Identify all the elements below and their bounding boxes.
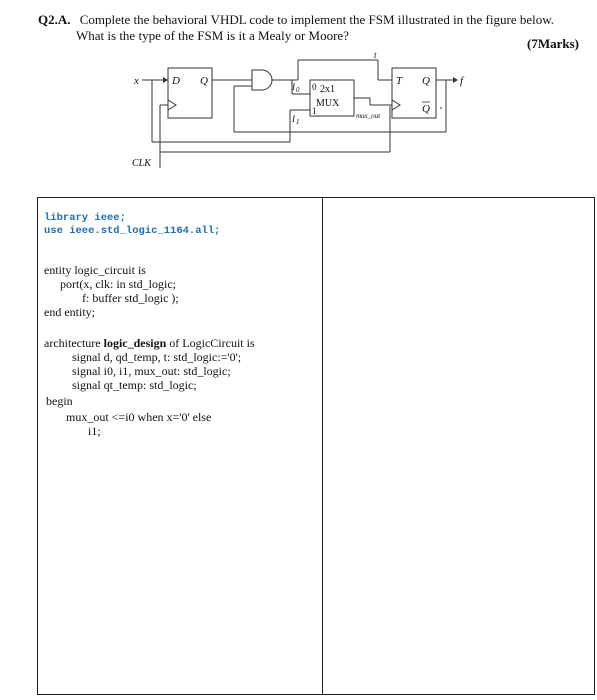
t-label: T: [396, 75, 403, 87]
x-arrow-icon: [163, 77, 168, 83]
marks-label: (7Marks): [527, 36, 579, 51]
code-entity-line: entity logic_circuit is: [44, 263, 146, 277]
code-end-entity-line: end entity;: [44, 305, 95, 319]
arch-suffix: of LogicCircuit is: [166, 336, 255, 350]
code-mux-line-1: mux_out <=i0 when x='0' else: [66, 410, 212, 424]
t-ff-clock-icon: [392, 100, 400, 110]
question-number: Q2.A.: [38, 12, 71, 27]
i0-label: I: [292, 82, 295, 92]
code-begin-line: begin: [46, 394, 73, 408]
question-line2: What is the type of the FSM is it a Mealy or Moore?: [76, 28, 349, 43]
f-label: f: [460, 75, 464, 87]
code-signal-line-2: signal i0, i1, mux_out: std_logic;: [72, 364, 231, 378]
mux-label-bottom: MUX: [316, 98, 340, 109]
code-signal-line-3: signal qt_temp: std_logic;: [72, 378, 197, 392]
code-signal-line-1: signal d, qd_temp, t: std_logic:='0';: [72, 350, 242, 364]
clk-label: CLK: [132, 158, 151, 169]
mux-out-label: mux_out: [356, 112, 381, 120]
fsm-circuit-diagram: [120, 50, 500, 180]
i1-label: I: [292, 114, 295, 124]
mux-in0-label: 0: [312, 82, 317, 92]
d-ff-clock-icon: [168, 100, 176, 110]
question-header: [38, 12, 586, 28]
t-input-label: t: [374, 50, 377, 60]
arch-prefix: architecture: [44, 336, 104, 350]
code-library-line: library ieee;: [44, 212, 126, 224]
x-label: x: [134, 75, 139, 87]
code-architecture-line: [44, 336, 255, 350]
code-port-line: port(x, clk: in std_logic;: [60, 277, 176, 291]
code-mux-line-2: i1;: [88, 424, 101, 438]
question-line1: Complete the behavioral VHDL code to implement the FSM illustrated in the figure below.: [79, 12, 555, 27]
d-label: D: [172, 75, 180, 87]
mux-in1-label: 1: [312, 106, 317, 116]
f-arrow-icon: [453, 77, 458, 83]
code-f-line: f: buffer std_logic );: [82, 291, 179, 305]
and-gate: [252, 70, 272, 90]
code-use-line: use ieee.std_logic_1164.all;: [44, 225, 221, 237]
i0-sub-label: 0: [296, 86, 300, 94]
dff-q-label: Q: [200, 75, 208, 87]
column-divider: [322, 197, 323, 694]
tff-q-label: Q: [422, 75, 430, 87]
i1-sub-label: 1: [296, 118, 300, 126]
mux-label-top: 2x1: [320, 84, 335, 95]
arch-name: logic_design: [103, 336, 167, 350]
tff-qbar-label: Q: [422, 103, 430, 115]
